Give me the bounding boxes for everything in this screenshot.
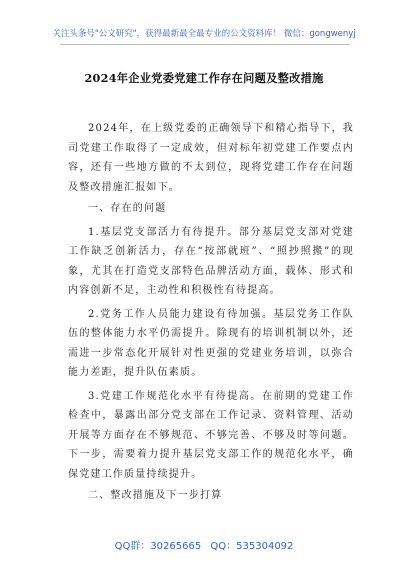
footer-qq: QQ：535304092 [210, 541, 294, 552]
footer-qq-group: QQ群：30265665 [114, 541, 202, 552]
problem-item-3: 3.党建工作规范化水平有待提高。在前期的党建工作检查中，暴露出部分党支部在工作记录、资料管理、活动开展等方面存在不够规范、不够完善、不够及时等问题。下一步，需要着力提升基层党支部工作的规范化水平，确保党建工作质量持续提升。 [68, 390, 354, 480]
problem-item-2: 2.党务工作人员能力建设有待加强。基层党务工作队伍的整体能力水平仍需提升。除现有的培训机制以外，还需进一步常态化开展针对性更强的党建业务培训，以弥合能力差距，提升队伍素质。 [68, 308, 354, 378]
document-body [68, 119, 354, 506]
header-divider [60, 44, 350, 45]
section-heading-measures: 二、整改措施及下一步打算 [88, 490, 223, 501]
footer-contact [0, 537, 408, 552]
intro-paragraph: 2024年，在上级党委的正确领导下和精心指导下，我司党建工作取得了一定成效，但对标年初党建工作要点内容，还有一些地方做的不太到位，现将党建工作存在问题及整改措施汇报如下。 [68, 123, 354, 193]
header-promo-note: 关注头条号"公文研究"，获得最新最全最专业的公文资料库！ 微信：gongwenyj [52, 29, 356, 39]
document-title: 2024年企业党委党建工作存在问题及整改措施 [84, 71, 324, 85]
section-heading-problems: 一、存在的问题 [88, 203, 167, 214]
problem-item-1: 1.基层党支部活力有待提升。部分基层党支部对党建工作缺乏创新活力，存在“按部就班”、“照抄照搬”的现象，尤其在打造党支部特色品牌活动方面，载体、形式和内容创新不足，主动性和积极性有待提高。 [68, 226, 354, 296]
